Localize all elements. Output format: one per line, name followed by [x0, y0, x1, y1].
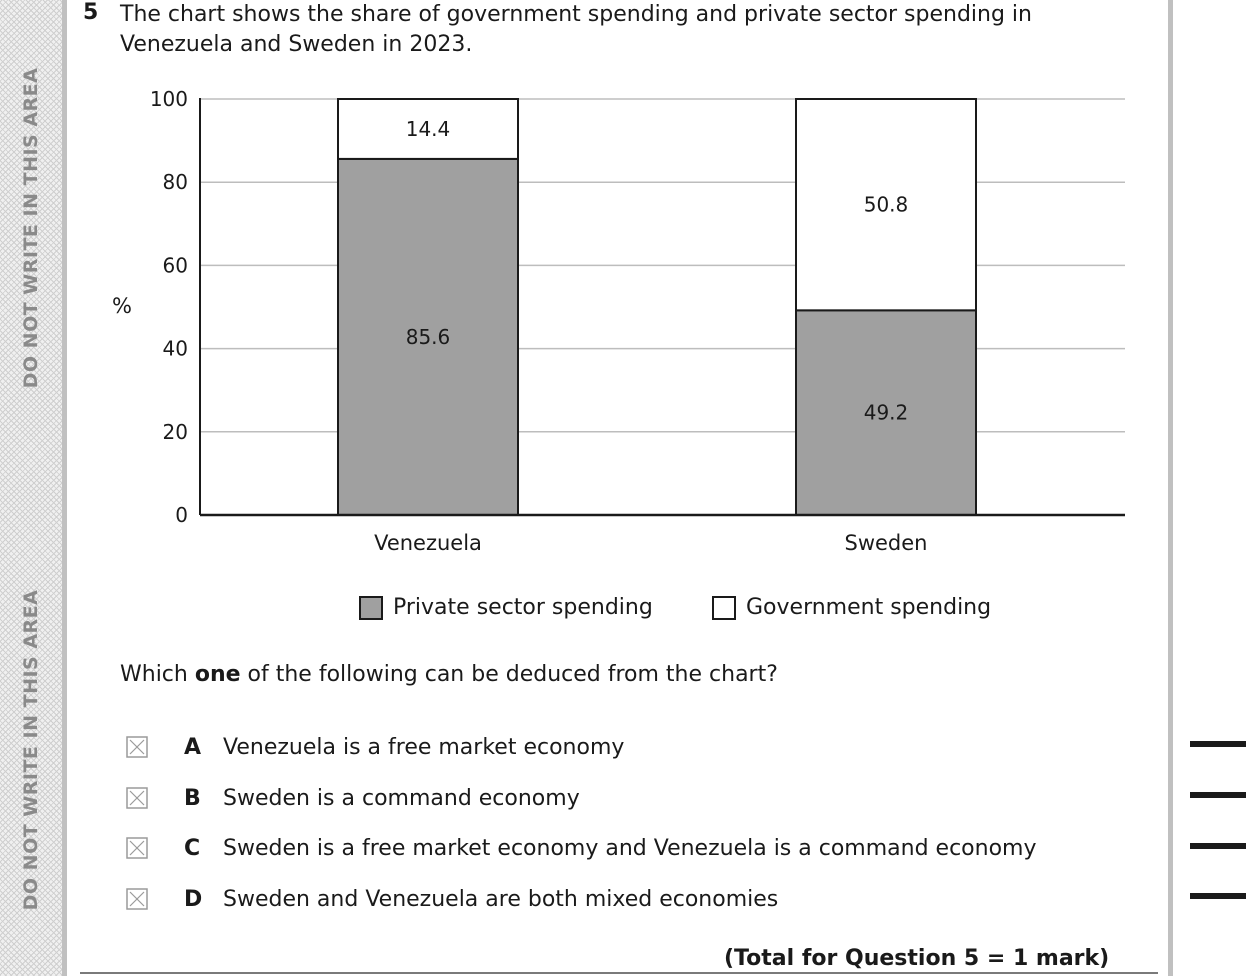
option-c-letter: C	[184, 835, 201, 861]
legend-label-government: Government spending	[746, 595, 992, 620]
page-tick-mark	[1190, 893, 1246, 899]
question-prompt	[120, 662, 778, 687]
option-a-checkbox[interactable]	[126, 736, 148, 758]
option-c-text: Sweden is a free market economy and Venezuela is a command economy	[223, 835, 1037, 861]
data-label: 14.4	[405, 116, 451, 141]
legend-item-private	[359, 595, 653, 620]
y-tick-label: 40	[162, 336, 188, 361]
y-tick-label: 80	[162, 170, 188, 195]
option-a[interactable]	[126, 732, 625, 762]
data-label: 85.6	[405, 324, 451, 349]
option-a-text: Venezuela is a free market economy	[223, 734, 625, 760]
data-label: 49.2	[863, 400, 909, 425]
y-tick-label: 0	[175, 503, 188, 527]
option-b[interactable]	[126, 783, 580, 813]
x-tick-label: Venezuela	[374, 531, 482, 555]
option-b-letter: B	[184, 785, 201, 811]
option-d-letter: D	[184, 886, 203, 912]
option-b-text: Sweden is a command economy	[223, 785, 580, 811]
x-tick-label: Sweden	[844, 531, 928, 555]
legend-label-private: Private sector spending	[393, 595, 653, 620]
y-tick-label: 20	[162, 419, 188, 444]
option-b-checkbox[interactable]	[126, 787, 148, 809]
margin-warning-bottom: DO NOT WRITE IN THIS AREA	[20, 589, 42, 911]
margin-warning-top: DO NOT WRITE IN THIS AREA	[20, 67, 42, 389]
question-text-line-1: The chart shows the share of government spending and private sector spending in	[120, 2, 1032, 27]
prompt-emphasis: one	[194, 662, 241, 687]
question-text-line-2: Venezuela and Sweden in 2023.	[120, 32, 473, 57]
prompt-prefix: Which	[120, 662, 195, 687]
legend-swatch-government	[712, 596, 736, 620]
option-d-text: Sweden and Venezuela are both mixed economies	[223, 886, 779, 912]
bottom-rule	[80, 972, 1158, 974]
stacked-bar-chart	[100, 85, 1140, 555]
left-border-rule	[62, 0, 67, 976]
y-axis-label: %	[112, 294, 132, 318]
question-number: 5	[83, 0, 99, 25]
y-tick-label: 100	[149, 87, 188, 111]
margin-strip	[0, 0, 62, 976]
option-c-checkbox[interactable]	[126, 837, 148, 859]
option-a-letter: A	[184, 734, 202, 760]
data-label: 50.8	[863, 192, 909, 217]
question-total-marks: (Total for Question 5 = 1 mark)	[724, 946, 1110, 971]
y-tick-label: 60	[162, 253, 188, 278]
option-d[interactable]	[126, 884, 779, 914]
option-c[interactable]	[126, 833, 1037, 863]
prompt-suffix: of the following can be deduced from the chart?	[240, 662, 778, 687]
right-border-rule	[1168, 0, 1173, 976]
question-text	[120, 0, 1150, 60]
legend-swatch-private	[359, 596, 383, 620]
page-tick-mark	[1190, 843, 1246, 849]
page-tick-mark	[1190, 741, 1246, 747]
page-tick-mark	[1190, 792, 1246, 798]
legend-item-government	[712, 595, 991, 620]
option-d-checkbox[interactable]	[126, 888, 148, 910]
